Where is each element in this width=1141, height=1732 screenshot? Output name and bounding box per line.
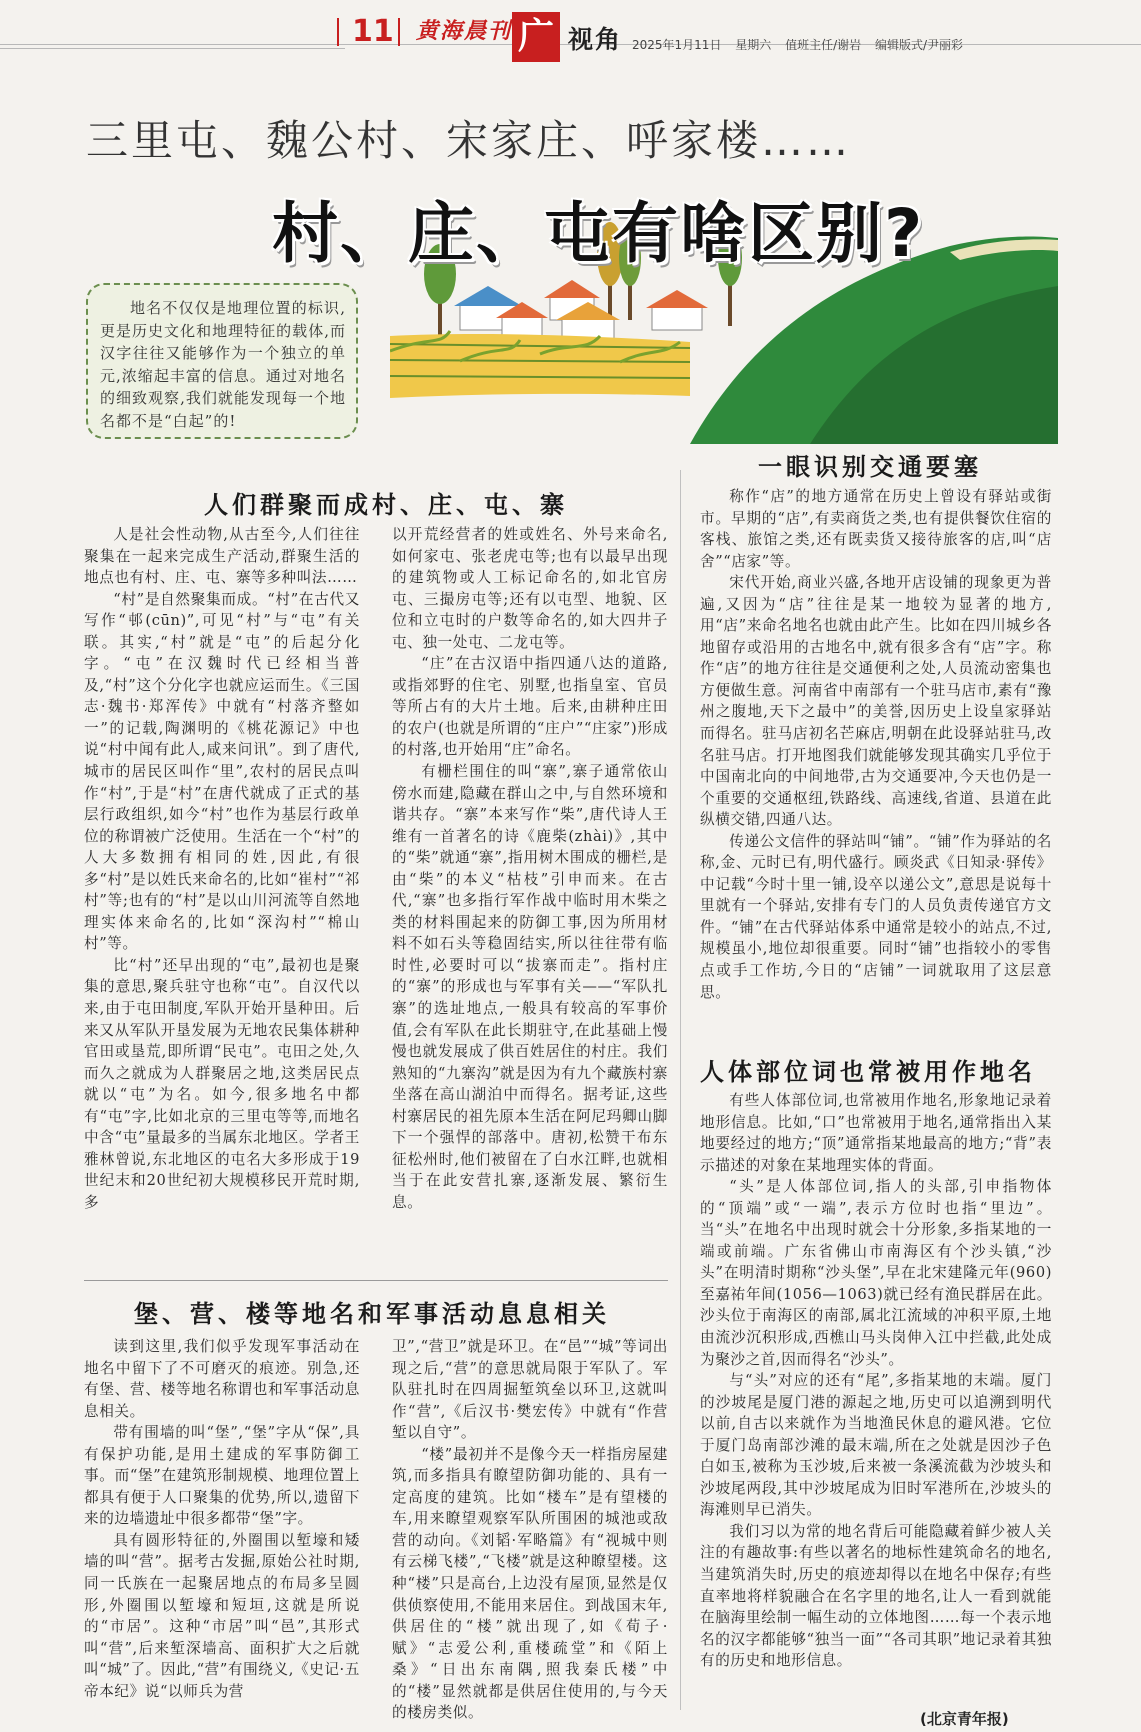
paragraph: 我们习以为常的地名背后可能隐藏着鲜少被人关注的有趣故事:有些以著名的地标性建筑命名的地名,当建筑消失时,历史的痕迹却得以在地名中保存;有些直率地将样貌融合在名字里的地名,让人一看到就能在脑海里绘制一幅生动的立体地图……每一个表示地名的汉字都能够“独当一面”“各司其职”地记录着其独有的历史和地形信息。	[700, 1522, 1052, 1670]
section-heading-military: 堡、营、楼等地名和军事活动息息相关	[134, 1300, 610, 1328]
paragraph: “庄”在古汉语中指四通八达的道路,或指郊野的住宅、别墅,也指皇室、官员等所占有的大片土地。后来,由耕种庄田的农户(也就是所谓的“庄户”“庄家”)形成的村落,也开始用“庄”命名。	[392, 655, 668, 759]
section-heading-traffic: 一眼识别交通要塞	[758, 453, 982, 481]
section-heading-body-parts: 人体部位词也常被用作地名	[700, 1058, 1036, 1086]
paragraph: 传递公文信件的驿站叫“铺”。“铺”作为驿站的名称,金、元时已有,明代盛行。顾炎武《日知录·驿传》中记载“今时十里一铺,设卒以递公文”,意思是说每十里就有一个驿站,安排有专门的人员负责传递官方文件。“铺”在古代驿站体系中通常是较小的站点,不过,规模虽小,地位却很重要。同时“铺”也指较小的零售点或手工作坊,今日的“店铺”一词就取用了这层意思。	[700, 832, 1052, 1001]
kicker-title: 三里屯、魏公村、宋家庄、呼家楼……	[86, 116, 852, 165]
section-heading-villages: 人们群聚而成村、庄、屯、寨	[204, 491, 568, 519]
header-meta	[632, 36, 963, 53]
paper-logo: 黄海晨刊	[416, 18, 513, 44]
intro-box: 地名不仅仅是地理位置的标识,更是历史文化和地理特征的载体,而汉字往往又能够作为一个独立的单元,浓缩起丰富的信息。通过对地名的细致观察,我们就能发现每一个地名都不是“白起”的!	[86, 283, 358, 439]
paragraph: 具有圆形特征的,外圈围以堑壕和矮墙的叫“营”。据考古发掘,原始公社时期,同一氏族在一起聚居地点的布局多呈圆形,外圈围以堑壕和短垣,这就是所说的“市居”。这种“市居”叫“邑”,其形式叫“营”,后来堑深墙高、面积扩大之后就叫“城”了。因此,“营”有围绕义,《史记·五帝本纪》说“以师兵为营	[84, 1531, 360, 1700]
paragraph: “村”是自然聚集而成。“村”在古代又写作“邨(cūn)”,可见“村”与“屯”有关联。其实,“村”就是“屯”的后起分化字。“屯”在汉魏时代已经相当普及,“村”这个分化字也就应运而生。《三国志·魏书·郑浑传》中就有“村落齐整如一”的记载,陶渊明的《桃花源记》中也说“村中闻有此人,咸来问讯”。到了唐代,城市的居民区叫作“里”,农村的居民点叫作“村”,于是“村”在唐代就成了正式的基层行政组织,如今“村”也作为基层行政单位的称谓被广泛使用。生活在一个“村”的人大多数拥有相同的姓,因此,有很多“村”是以姓氏来命名的,比如“崔村”“祁村”等;也有的“村”是以山川河流等自然地理实体来命名的,比如“深沟村”“棉山村”等。	[84, 590, 360, 953]
article-column	[700, 486, 1052, 1016]
paragraph: 与“头”对应的还有“尾”,多指某地的末端。厦门的沙坡尾是厦门港的源起之地,历史可以追溯到明代以前,自古以来就作为当地渔民休息的避风港。它位于厦门岛南部沙滩的最末端,所在之处就是因沙子色白如玉,被称为玉沙坡,后来被一条溪流截为沙坡头和沙坡尾两段,其中沙坡尾成为旧时军港所在,沙坡头的海滩则早已消失。	[700, 1372, 1052, 1519]
headline: 村、庄、屯有啥区别?	[272, 195, 925, 272]
section-badge: 广	[512, 12, 560, 62]
issue-date: 2025年1月11日	[632, 38, 722, 52]
paragraph: 带有围墙的叫“堡”,“堡”字从“保”,具有保护功能,是用土建成的军事防御工事。而“堡”在建筑形制规模、地理位置上都具有便于人口聚集的优势,所以,遗留下来的边墙遗址中很多都带“堡”字。	[84, 1424, 360, 1528]
duty-editor: 值班主任/谢岩	[785, 38, 862, 52]
page-number: 11	[352, 14, 394, 49]
article-column	[392, 1336, 668, 1732]
paragraph: 卫”,“营卫”就是环卫。在“邑”“城”等词出现之后,“营”的意思就局限于军队了。军队驻扎时在四周掘堑筑垒以环卫,这就叫作“营”,《后汉书·樊宏传》中就有“作营堑以自守”。	[392, 1338, 668, 1442]
paragraph: “头”是人体部位词,指人的头部,引申指物体的“顶端”或“一端”,表示方位时也指“里边”。当“头”在地名中出现时就会十分形象,多指某地的一端或前端。广东省佛山市南海区有个沙头镇,“沙头”在明清时期称“沙头堡”,早在北宋建隆元年(960)至嘉祐年间(1056—1063)就已经有渔民群居在此。沙头位于南海区的南部,属北江流域的冲积平原,土地由流沙沉积形成,西樵山马头岗伸入江中拦截,此处成为聚沙之首,因而得名“沙头”。	[700, 1178, 1052, 1368]
source-credit: (北京青年报)	[920, 1710, 1009, 1728]
article-column	[392, 524, 668, 1264]
article-column	[84, 524, 360, 1264]
paragraph: 以开荒经营者的姓或姓名、外号来命名,如何家屯、张老虎屯等;也有以最早出现的建筑物或人工标记命名的,如北官房屯、三撮房屯等;还有以屯型、地貌、区位和立屯时的户数等命名的,如大四井子屯、独一处屯、二龙屯等。	[392, 526, 668, 651]
layout-editor: 编辑版式/尹丽彩	[875, 38, 964, 52]
paragraph: “楼”最初并不是像今天一样指房屋建筑,而多指具有瞭望防御功能的、具有一定高度的建筑。比如“楼车”是有望楼的车,用来瞭望观察军队所围困的城池或敌营的动向。《刘韬·军略篇》有“视城中则有云梯飞楼”,“飞楼”就是这种瞭望楼。这种“楼”只是高台,上边没有屋顶,显然是仅供侦察使用,不能用来居住。到战国末年,供居住的“楼”就出现了,如《荀子·赋》“志爱公利,重楼疏堂”和《陌上桑》“日出东南隅,照我秦氏楼”中的“楼”显然就都是供居住使用的,与今天的楼房类似。	[392, 1445, 668, 1722]
article-column	[84, 1336, 360, 1732]
issue-weekday: 星期六	[735, 38, 772, 52]
section-divider	[84, 1280, 668, 1281]
section-name: 视角	[568, 25, 623, 54]
header-separator	[337, 18, 339, 46]
paragraph: 宋代开始,商业兴盛,各地开店设铺的现象更为普遍,又因为“店”往往是某一地较为显著的地方,用“店”来命名地名也就由此产生。比如在四川城乡各地留存或沿用的古地名中,就有很多含有“店”字。称作“店”的地方往往是交通便利之处,人员流动密集也方便做生意。河南省中南部有一个驻马店市,素有“豫州之腹地,天下之最中”的美誉,因历史上设皇家驿站而得名。驻马店初名芒麻店,明朝在此设驿站驻马,改名驻马店。打开地图我们就能够发现其确实几乎位于中国南北向的中间地带,古为交通要冲,今天也仍是一个重要的交通枢纽,铁路线、高速线,省道、县道在此纵横交错,四通八达。	[700, 574, 1052, 829]
paragraph: 人是社会性动物,从古至今,人们往往聚集在一起来完成生产活动,群聚生活的地点也有村、庄、屯、寨等多种叫法……	[84, 526, 360, 587]
paragraph: 有些人体部位词,也常被用作地名,形象地记录着地形信息。比如,“口”也常被用于地名,通常指出入某地要经过的地方;“顶”通常指某地最高的地方;“背”表示描述的对象在某地理实体的背面。	[700, 1092, 1052, 1174]
column-divider	[680, 470, 681, 1710]
paragraph: 有栅栏围住的叫“寨”,寨子通常依山傍水而建,隐藏在群山之中,与自然环境和谐共存。“寨”本来写作“柴”,唐代诗人王维有一首著名的诗《鹿柴(zhài)》,其中的“柴”就通“寨”,指用树木围成的栅栏,是由“柴”的本义“枯枝”引申而来。在古代,“寨”也多指行军作战中临时用木柴之类的材料围起来的防御工事,因为所用材料不如石头等稳固结实,所以往往带有临时性,必要时可以“拔寨而走”。指村庄的“寨”的形成也与军事有关——“军队扎寨”的选址地点,一般具有较高的军事价值,会有军队在此长期驻守,在此基础上慢慢也就发展成了供百姓居住的村庄。我们熟知的“九寨沟”就是因为有九个藏族村寨坐落在高山湖泊中而得名。据考证,这些村寨居民的祖先原本生活在阿尼玛卿山脚下一个强悍的部落中。唐初,松赞干布东征松州时,他们被留在了白水江畔,也就相当于在此安营扎寨,逐渐发展、繁衍生息。	[392, 763, 668, 1211]
article-column	[700, 1090, 1052, 1702]
paragraph: 读到这里,我们似乎发现军事活动在地名中留下了不可磨灭的痕迹。别急,还有堡、营、楼等地名称谓也和军事活动息息相关。	[84, 1338, 360, 1420]
paragraph: 称作“店”的地方通常在历史上曾设有驿站或街市。早期的“店”,有卖商货之类,也有提供餐饮住宿的客栈、旅馆之类,还有既卖货又接待旅客的店,叫“店舍”“店家”等。	[700, 488, 1052, 570]
header-rule-short	[0, 48, 345, 49]
header-separator	[398, 18, 400, 46]
paragraph: 比“村”还早出现的“屯”,最初也是聚集的意思,聚兵驻守也称“屯”。自汉代以来,由于屯田制度,军队开始开垦种田。后来又从军队开垦发展为无地农民集体耕种官田或垦荒,即所谓“民屯”。屯田之处,久而久之就成为人群聚居之地,这类居民点就以“屯”为名。如今,很多地名中都有“屯”字,比如北京的三里屯等等,而地名中含“屯”量最多的当属东北地区。学者王雅林曾说,东北地区的屯名大多形成于19世纪末和20世纪初大规模移民开荒时期,多	[84, 956, 360, 1211]
